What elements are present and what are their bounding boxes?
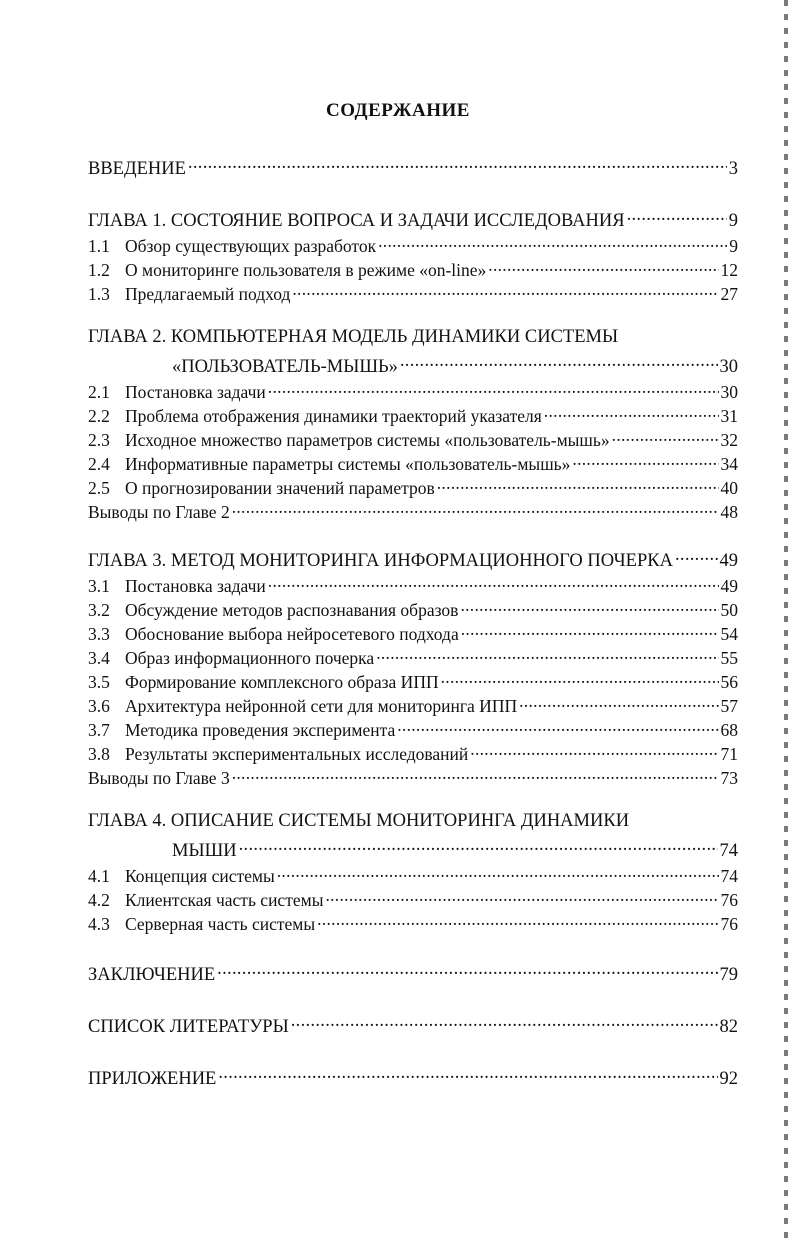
entry-label: ПРИЛОЖЕНИЕ [88, 1069, 217, 1089]
section-number: 2.4 [88, 454, 110, 474]
section-number: 1.2 [88, 260, 110, 280]
section-label: Методика проведения эксперимента [125, 720, 396, 740]
dot-leader [612, 424, 719, 446]
entry-page: 68 [720, 720, 738, 740]
entry-page: 49 [720, 576, 738, 596]
section-label: Предлагаемый подход [125, 284, 291, 304]
entry-label: СПИСОК ЛИТЕРАТУРЫ [88, 1017, 289, 1037]
section-label: Проблема отображения динамики траекторий указателя [125, 406, 542, 426]
toc-section-3-5[interactable] [88, 666, 738, 693]
entry-page: 9 [728, 211, 738, 231]
entry-page: 12 [720, 260, 738, 280]
dot-leader [397, 714, 718, 736]
toc-chapter-4[interactable] [172, 834, 738, 862]
toc-section-1-2[interactable] [88, 254, 738, 281]
entry-page: 73 [720, 768, 738, 788]
dot-leader [239, 834, 718, 856]
toc-chapter-3[interactable] [88, 544, 738, 572]
section-number: 4.3 [88, 914, 110, 934]
section-label: Архитектура нейронной сети для мониторинга ИПП [125, 696, 518, 716]
section-number: 3.8 [88, 744, 110, 764]
toc-section-2-5[interactable] [88, 472, 738, 499]
section-label: Образ информационного почерка [125, 648, 375, 668]
dot-leader [461, 618, 719, 640]
dot-leader [627, 204, 727, 226]
toc-section-2-2[interactable] [88, 400, 738, 427]
entry-page: 74 [719, 841, 738, 861]
toc-section-4-3[interactable] [88, 908, 738, 935]
toc-entry-intro[interactable] [88, 152, 738, 180]
entry-page: 27 [720, 284, 738, 304]
section-label: Выводы по Главе 3 [88, 768, 230, 788]
dot-leader [437, 472, 719, 494]
toc-conclusions-3[interactable] [88, 762, 738, 789]
section-number: 1.1 [88, 236, 110, 256]
entry-page: 49 [719, 551, 738, 571]
section-number: 3.2 [88, 600, 110, 620]
toc-entry-conclusion[interactable] [88, 958, 738, 986]
entry-page: 71 [720, 744, 738, 764]
toc-section-1-1[interactable] [88, 230, 738, 257]
toc-entry-appendix[interactable] [88, 1062, 738, 1090]
toc-section-4-2[interactable] [88, 884, 738, 911]
chapter-title-line2: «ПОЛЬЗОВАТЕЛЬ-МЫШЬ» [172, 357, 398, 377]
dot-leader [376, 642, 718, 664]
section-label: Концепция системы [125, 866, 275, 886]
entry-page: 56 [720, 672, 738, 692]
section-number: 3.6 [88, 696, 110, 716]
entry-page: 55 [720, 648, 738, 668]
dot-leader [218, 1062, 717, 1084]
entry-page: 32 [720, 430, 738, 450]
toc-section-3-4[interactable] [88, 642, 738, 669]
toc-section-1-3[interactable] [88, 278, 738, 305]
section-label: Информативные параметры системы «пользователь-мышь» [125, 454, 571, 474]
section-label: О мониторинге пользователя в режиме «on-line» [125, 260, 487, 280]
entry-page: 40 [720, 478, 738, 498]
toc-title: СОДЕРЖАНИЕ [326, 100, 470, 121]
dot-leader [675, 544, 718, 566]
section-number: 3.4 [88, 648, 110, 668]
dot-leader [292, 278, 718, 300]
section-label: Результаты экспериментальных исследований [125, 744, 469, 764]
section-number: 3.3 [88, 624, 110, 644]
dot-leader [488, 254, 718, 276]
entry-page: 30 [719, 357, 738, 377]
entry-page: 76 [720, 914, 738, 934]
section-label: Клиентская часть системы [125, 890, 324, 910]
toc-chapter-1[interactable] [88, 204, 738, 232]
entry-page: 9 [729, 236, 738, 256]
entry-page: 74 [720, 866, 738, 886]
toc-section-3-1[interactable] [88, 570, 738, 597]
section-label: Выводы по Главе 2 [88, 502, 230, 522]
section-number: 2.5 [88, 478, 110, 498]
toc-section-3-2[interactable] [88, 594, 738, 621]
section-label: О прогнозировании значений параметров [125, 478, 435, 498]
toc-conclusions-2[interactable] [88, 496, 738, 523]
entry-page: 54 [720, 624, 738, 644]
entry-page: 50 [720, 600, 738, 620]
entry-page: 31 [720, 406, 738, 426]
dot-leader [378, 230, 727, 252]
toc-section-3-3[interactable] [88, 618, 738, 645]
section-number: 2.3 [88, 430, 110, 450]
dot-leader [268, 376, 719, 398]
dot-leader [544, 400, 719, 422]
entry-page: 57 [720, 696, 738, 716]
section-label: Постановка задачи [125, 576, 266, 596]
dot-leader [268, 570, 719, 592]
section-number: 1.3 [88, 284, 110, 304]
toc-section-3-7[interactable] [88, 714, 738, 741]
dot-leader [519, 690, 718, 712]
section-label: Исходное множество параметров системы «пользователь-мышь» [125, 430, 610, 450]
toc-section-3-6[interactable] [88, 690, 738, 717]
section-number: 2.2 [88, 406, 110, 426]
dot-leader [460, 594, 718, 616]
dot-leader [232, 762, 719, 784]
toc-section-2-1[interactable] [88, 376, 738, 403]
toc-section-2-4[interactable] [88, 448, 738, 475]
toc-section-3-8[interactable] [88, 738, 738, 765]
toc-chapter-4-title-line1[interactable]: ГЛАВА 4. ОПИСАНИЕ СИСТЕМЫ МОНИТОРИНГА ДИНАМИКИ [88, 811, 630, 831]
dot-leader [188, 152, 727, 174]
section-number: 3.5 [88, 672, 110, 692]
dot-leader [325, 884, 718, 906]
section-number: 3.7 [88, 720, 110, 740]
section-label: Серверная часть системы [125, 914, 316, 934]
toc-section-4-1[interactable] [88, 860, 738, 887]
section-number: 2.1 [88, 382, 110, 402]
section-label: Формирование комплексного образа ИПП [125, 672, 439, 692]
section-label: Обсуждение методов распознавания образов [125, 600, 459, 620]
chapter-title: ГЛАВА 1. СОСТОЯНИЕ ВОПРОСА И ЗАДАЧИ ИССЛЕДОВАНИЯ [88, 211, 625, 231]
dot-leader [217, 958, 717, 980]
entry-page: 48 [720, 502, 738, 522]
chapter-title: ГЛАВА 3. МЕТОД МОНИТОРИНГА ИНФОРМАЦИОННОГО ПОЧЕРКА [88, 551, 673, 571]
dot-leader [232, 496, 719, 518]
section-number: 3.1 [88, 576, 110, 596]
section-label: Обоснование выбора нейросетевого подхода [125, 624, 459, 644]
toc-chapter-2[interactable] [172, 350, 738, 378]
entry-page: 30 [720, 382, 738, 402]
dot-leader [277, 860, 719, 882]
toc-entry-references[interactable] [88, 1010, 738, 1038]
dot-leader [572, 448, 718, 470]
entry-page: 92 [719, 1069, 738, 1089]
toc-chapter-2-title-line1[interactable]: ГЛАВА 2. КОМПЬЮТЕРНАЯ МОДЕЛЬ ДИНАМИКИ СИСТЕМЫ [88, 327, 619, 347]
section-label: Постановка задачи [125, 382, 266, 402]
entry-page: 3 [728, 159, 738, 179]
dot-leader [441, 666, 719, 688]
section-label: Обзор существующих разработок [125, 236, 377, 256]
entry-page: 76 [720, 890, 738, 910]
entry-page: 79 [719, 965, 738, 985]
dot-leader [470, 738, 718, 760]
entry-page: 82 [719, 1017, 738, 1037]
section-number: 4.1 [88, 866, 110, 886]
scan-edge-mark [784, 0, 788, 1243]
entry-label: ВВЕДЕНИЕ [88, 159, 186, 179]
entry-page: 34 [720, 454, 738, 474]
entry-label: ЗАКЛЮЧЕНИЕ [88, 965, 216, 985]
dot-leader [317, 908, 718, 930]
dot-leader [291, 1010, 718, 1032]
dot-leader [400, 350, 718, 372]
toc-section-2-3[interactable] [88, 424, 738, 451]
section-number: 4.2 [88, 890, 110, 910]
chapter-title-line2: МЫШИ [172, 841, 237, 861]
